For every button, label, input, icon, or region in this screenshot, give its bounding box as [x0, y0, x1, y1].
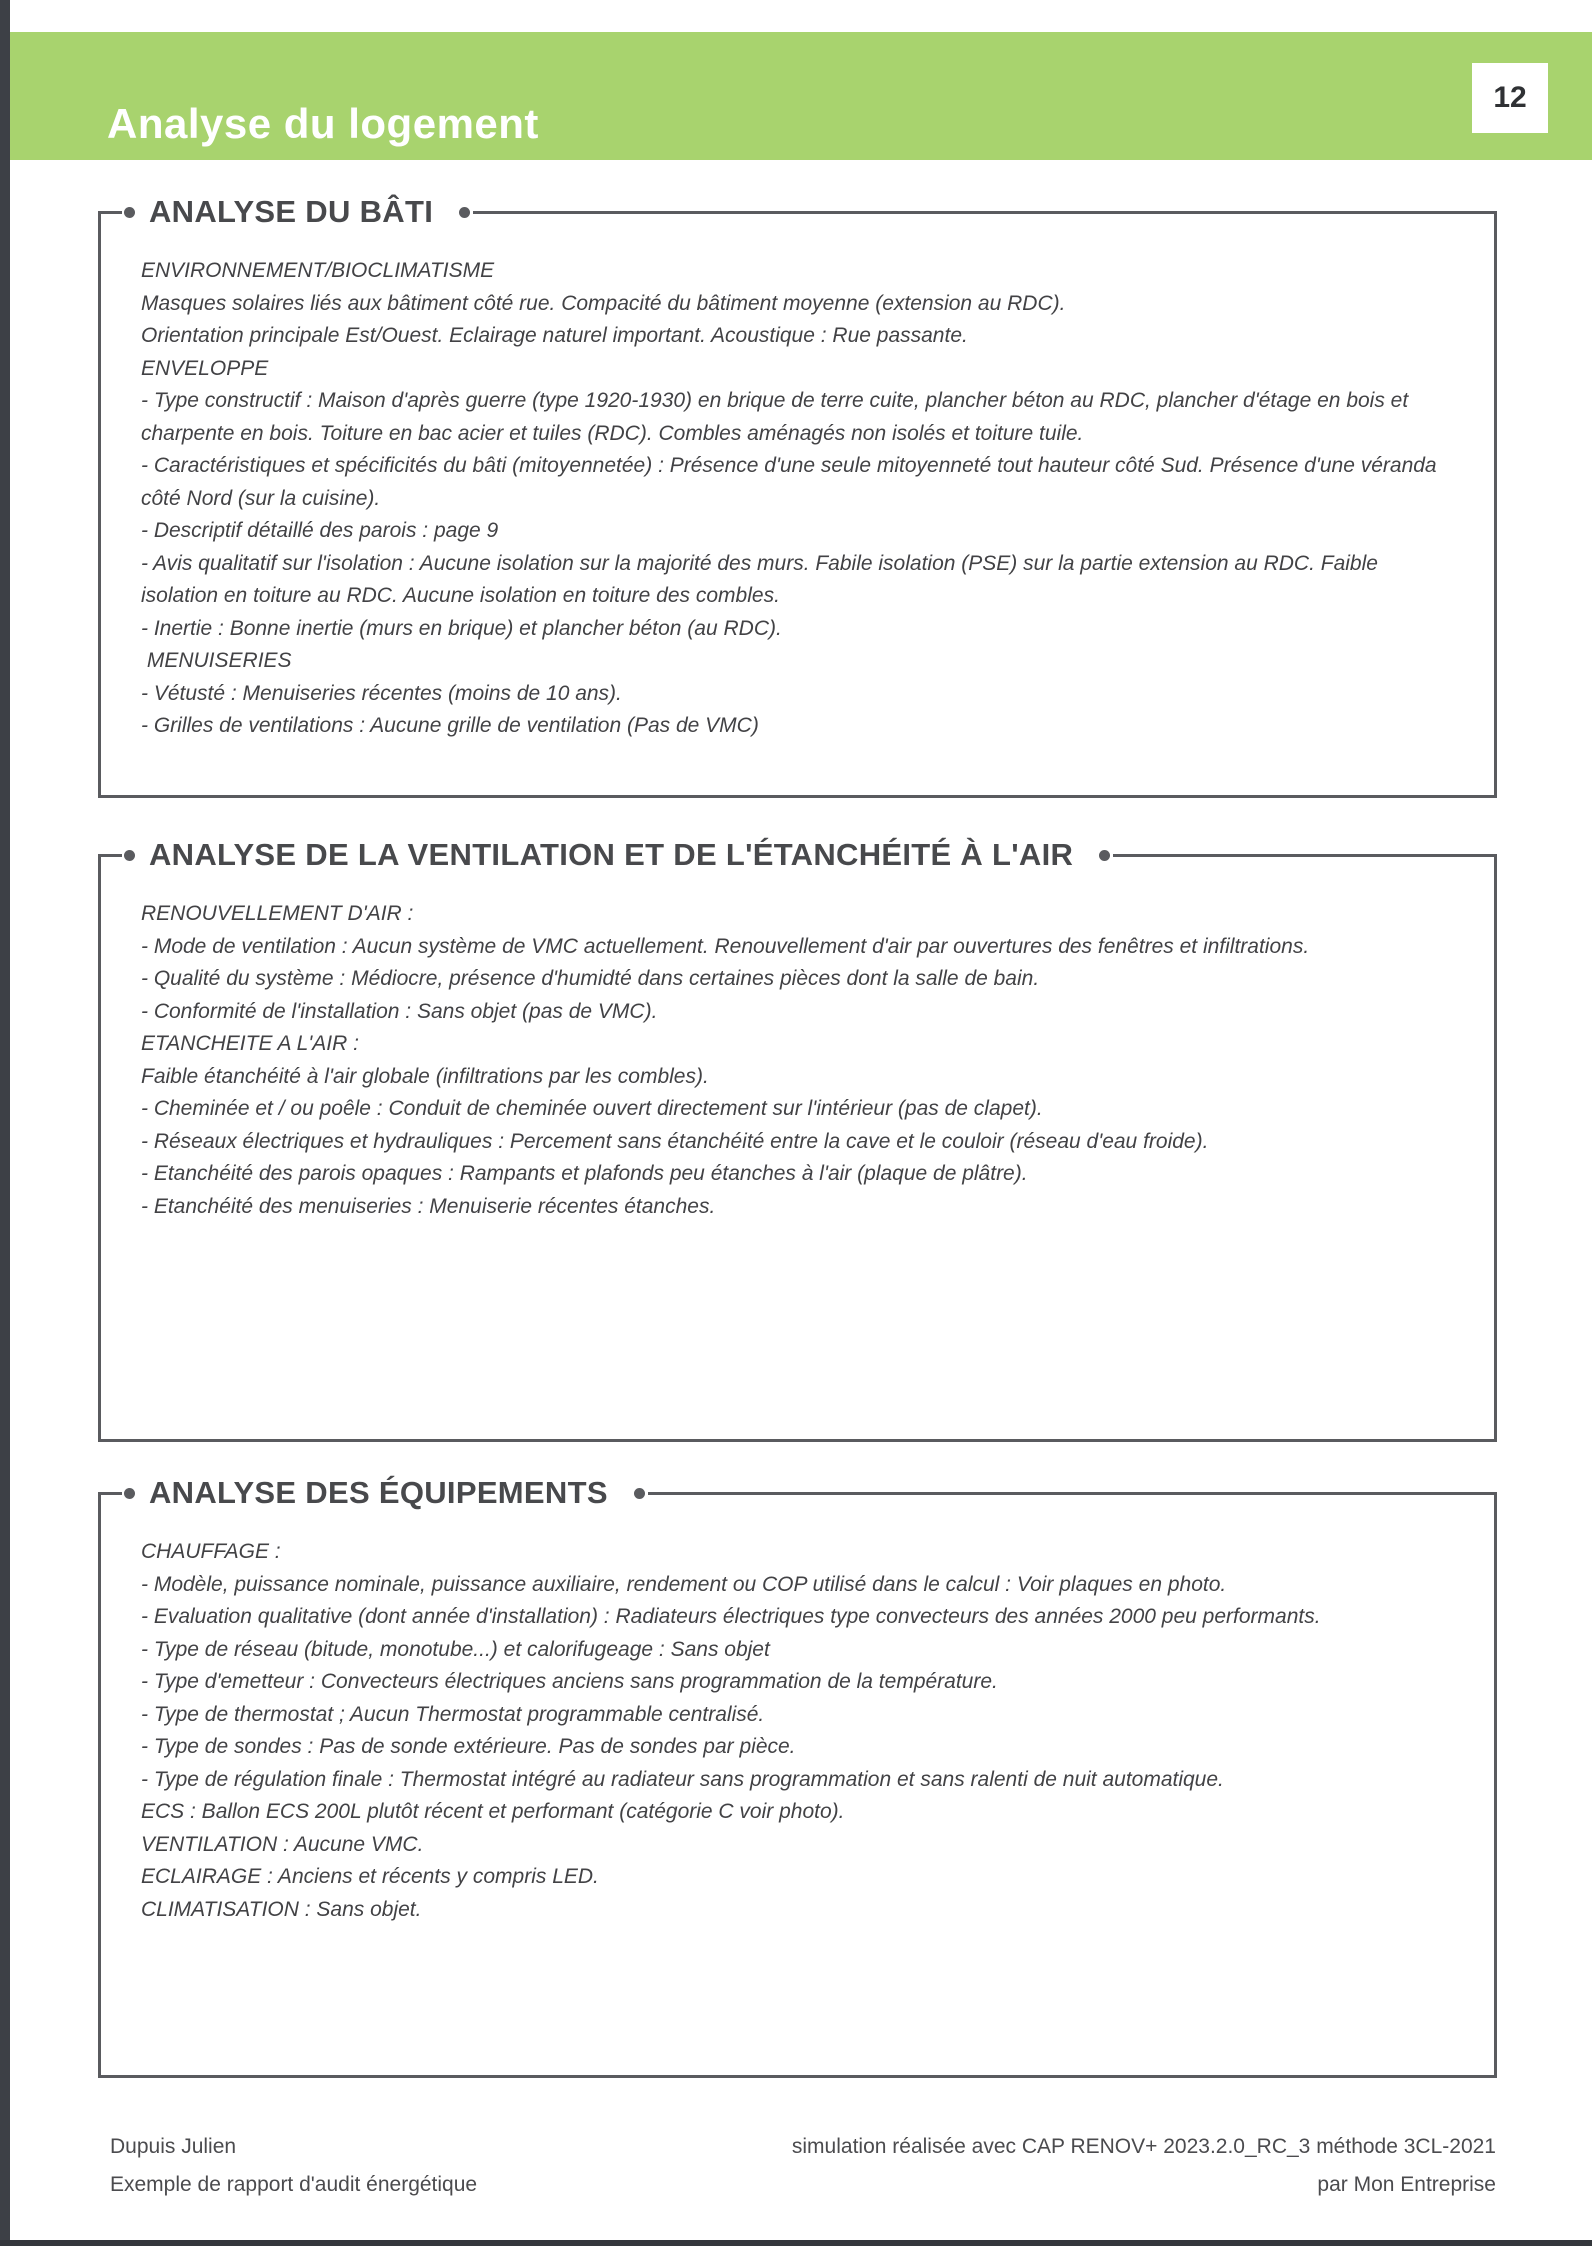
text-line: Masques solaires liés aux bâtiment côté rue. Compacité du bâtiment moyenne (extension au RDC). — [141, 291, 1066, 315]
text-line: - Etanchéité des parois opaques : Rampants et plafonds peu étanches à l'air (plaque de plâtre). — [141, 1162, 1028, 1185]
text-line: MENUISERIES — [141, 649, 292, 672]
text-line: - Descriptif détaillé des parois : page 9 — [141, 519, 499, 542]
page-title: Analyse du logement — [107, 100, 539, 148]
text-line: - Conformité de l'installation : Sans objet (pas de VMC). — [141, 999, 658, 1023]
text-line: ECS : Ballon ECS 200L plutôt récent et performant (catégorie C voir photo). — [141, 1800, 845, 1823]
text-line: - Type de réseau (bitude, monotube...) et calorifugeage : Sans objet — [141, 1637, 770, 1661]
page-number-badge: 12 — [1472, 63, 1548, 133]
section-title: ANALYSE DE LA VENTILATION ET DE L'ÉTANCHÉITÉ À L'AIR — [149, 837, 1074, 872]
section-title: ANALYSE DES ÉQUIPEMENTS — [149, 1475, 608, 1510]
footer-simulation-note: simulation réalisée avec CAP RENOV+ 2023.2.0_RC_3 méthode 3CL-2021 — [791, 2135, 1496, 2158]
section-analyse-des-equipements — [98, 1475, 1497, 2078]
text-line: - Vétusté : Menuiseries récentes (moins de 10 ans). — [141, 681, 622, 705]
text-line: - Type constructif : Maison d'après guerre (type 1920-1930) en brique de terre cuite, plancher béton au RDC, plancher d'étage en bois et charpente en bois. Toiture en bac acier et tuiles (RDC). Combles aménagés non isolés et toiture tuile. — [141, 389, 1415, 445]
section-body — [101, 1493, 1494, 1926]
footer-author: Dupuis Julien — [110, 2135, 237, 2158]
section-body — [101, 855, 1494, 1223]
text-line: - Type de régulation finale : Thermostat intégré au radiateur sans programmation et sans ralenti de nuit automatique. — [141, 1767, 1224, 1791]
text-line: - Type de sondes : Pas de sonde extérieure. Pas de sondes par pièce. — [141, 1735, 796, 1758]
text-line: ENVELOPPE — [141, 356, 269, 380]
text-line: - Type d'emetteur : Convecteurs électriques anciens sans programmation de la température. — [141, 1670, 998, 1693]
text-line: - Cheminée et / ou poêle : Conduit de cheminée ouvert directement sur l'intérieur (pas de clapet). — [141, 1097, 1043, 1120]
text-line: - Inertie : Bonne inertie (murs en brique) et plancher béton (au RDC). — [141, 616, 782, 640]
text-line: ECLAIRAGE : Anciens et récents y compris LED. — [141, 1865, 599, 1888]
section-analyse-ventilation-etancheite — [98, 837, 1497, 1442]
page-edge-bottom — [0, 2240, 1592, 2246]
text-line: - Grilles de ventilations : Aucune grille de ventilation (Pas de VMC) — [141, 714, 759, 737]
page-edge-left — [0, 0, 10, 2246]
text-line: Faible étanchéité à l'air globale (infiltrations par les combles). — [141, 1064, 709, 1088]
section-analyse-du-bati — [98, 194, 1497, 798]
footer-company-note: par Mon Entreprise — [1317, 2173, 1496, 2196]
text-line: ETANCHEITE A L'AIR : — [141, 1032, 359, 1055]
section-body — [101, 212, 1494, 743]
text-line: CHAUFFAGE : — [141, 1540, 281, 1563]
text-line: - Réseaux électriques et hydrauliques : Percement sans étanchéité entre la cave et le couloir (réseau d'eau froide). — [141, 1129, 1209, 1153]
text-line: Orientation principale Est/Ouest. Eclairage naturel important. Acoustique : Rue passante. — [141, 324, 968, 347]
text-line: CLIMATISATION : Sans objet. — [141, 1897, 422, 1921]
text-line: - Etanchéité des menuiseries : Menuiserie récentes étanches. — [141, 1194, 716, 1218]
text-line: - Mode de ventilation : Aucun système de VMC actuellement. Renouvellement d'air par ouvertures des fenêtres et infiltrations. — [141, 934, 1310, 958]
text-line: RENOUVELLEMENT D'AIR : — [141, 902, 414, 925]
text-line: - Caractéristiques et spécificités du bâti (mitoyennetée) : Présence d'une seule mitoyenneté tout hauteur côté Sud. Présence d'une véranda côté Nord (sur la cuisine). — [141, 454, 1443, 510]
page-footer — [110, 2128, 1496, 2204]
text-line: VENTILATION : Aucune VMC. — [141, 1832, 424, 1856]
text-line: - Evaluation qualitative (dont année d'installation) : Radiateurs électriques type convecteurs des années 2000 peu performants. — [141, 1605, 1321, 1628]
text-line: - Type de thermostat ; Aucun Thermostat programmable centralisé. — [141, 1702, 765, 1726]
footer-document-name: Exemple de rapport d'audit énergétique — [110, 2173, 478, 2196]
page-header-bar — [0, 32, 1592, 160]
section-title: ANALYSE DU BÂTI — [149, 194, 434, 229]
text-line: - Avis qualitatif sur l'isolation : Aucune isolation sur la majorité des murs. Fabile isolation (PSE) sur la partie extension au RDC. Faible isolation en toiture au RDC. Aucune isolation en toiture des combles. — [141, 551, 1384, 607]
text-line: - Qualité du système : Médiocre, présence d'humidté dans certaines pièces dont la salle de bain. — [141, 967, 1040, 990]
text-line: - Modèle, puissance nominale, puissance auxiliaire, rendement ou COP utilisé dans le calcul : Voir plaques en photo. — [141, 1572, 1227, 1596]
text-line: ENVIRONNEMENT/BIOCLIMATISME — [141, 259, 495, 282]
